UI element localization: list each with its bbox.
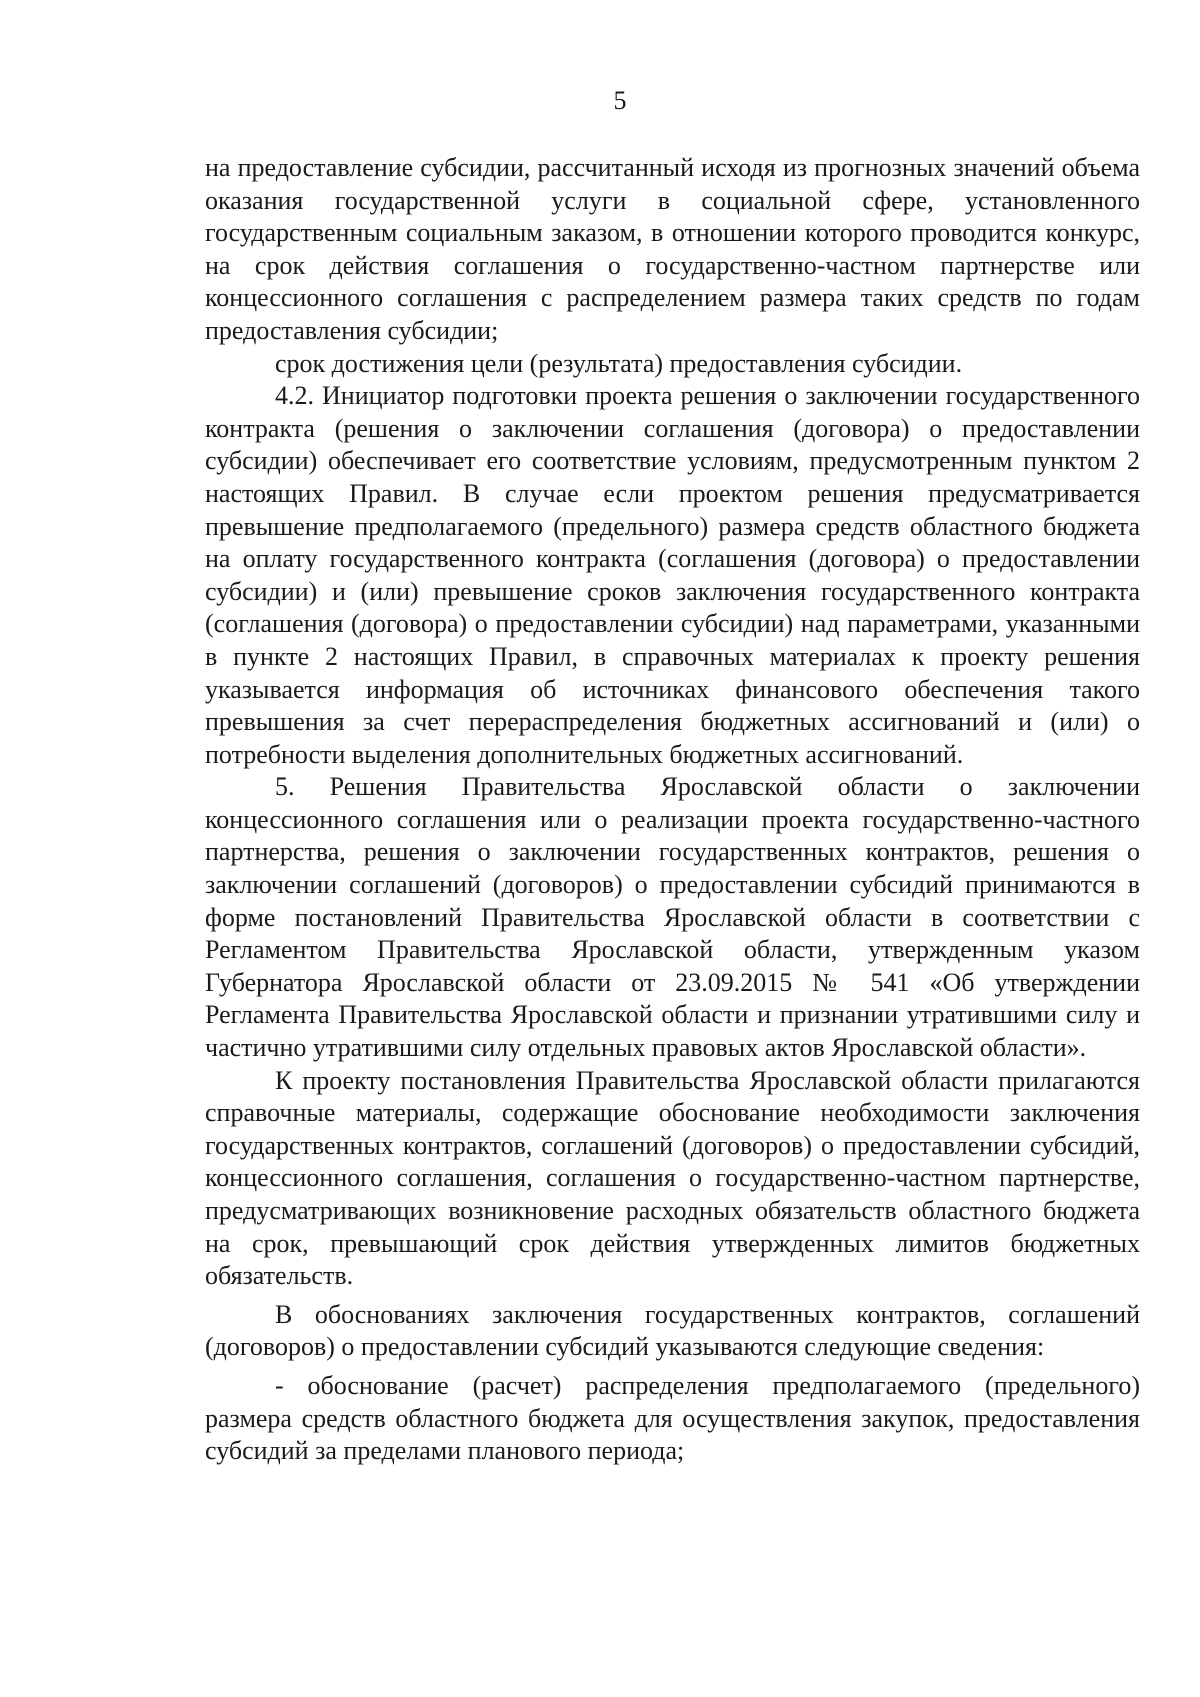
page-number: 5 [613, 86, 627, 115]
paragraph-list-item: - обоснование (расчет) распределения предполагаемого (предельного) размера средств областного бюджета для осуществления закупок, предоставления субсидий за пределами планового периода; [205, 1370, 1140, 1466]
paragraph-justification: В обоснованиях заключения государственных контрактов, соглашений (договоров) о предоставлении субсидий указываются следующие сведения: [205, 1299, 1140, 1362]
paragraph-continuation: на предоставление субсидии, рассчитанный исходя из прогнозных значений объема оказания государственной услуги в социальной сфере, установленного государственным социальным заказом, в отношении которого проводится конкурс, на срок действия соглашения о государственно-частном партнерстве или концессионного соглашения с распределением размера таких средств по годам предоставления субсидии; [205, 153, 1140, 345]
paragraph-5: 5. Решения Правительства Ярославской области о заключении концессионного соглашения или о реализации проекта государственно-частного партнерства, решения о заключении государственных контрактов, решения о заключении соглашений (договоров) о предоставлении субсидий принимаются в форме постановлений Правительства Ярославской области в соответствии с Регламентом Правительства Ярославской области, утвержденным указом Губернатора Ярославской области от 23.09.2015 № 541 «Об утверждении Регламента Правительства Ярославской области и признании утратившими силу и частично утратившими силу отдельных правовых актов Ярославской области». [205, 772, 1140, 1063]
paragraph-4-2: 4.2. Инициатор подготовки проекта решения о заключении государственного контракта (решения о заключении соглашения (договора) о предоставлении субсидии) обеспечивает его соответствие условиям, предусмотренным пунктом 2 настоящих Правил. В случае если проектом решения предусматривается превышение предполагаемого (предельного) размера средств областного бюджета на оплату государственного контракта (соглашения (договора) о предоставлении субсидии) и (или) превышение сроков заключения государственного контракта (соглашения (договора) о предоставлении субсидии) над параметрами, указанными в пункте 2 настоящих Правил, в справочных материалах к проекту решения указывается информация об источниках финансового обеспечения такого превышения за счет перераспределения бюджетных ассигнований и (или) о потребности выделения дополнительных бюджетных ассигнований. [205, 381, 1140, 769]
paragraph-deadline: срок достижения цели (результата) предоставления субсидии. [275, 348, 963, 378]
paragraph-attachments: К проекту постановления Правительства Ярославской области прилагаются справочные материалы, содержащие обоснование необходимости заключения государственных контрактов, соглашений (договоров) о предоставлении субсидий, концессионного соглашения, соглашения о государственно-частном партнерстве, предусматривающих возникновение расходных обязательств областного бюджета на срок, превышающий срок действия утвержденных лимитов бюджетных обязательств. [205, 1065, 1140, 1291]
document-body [205, 152, 1140, 1468]
